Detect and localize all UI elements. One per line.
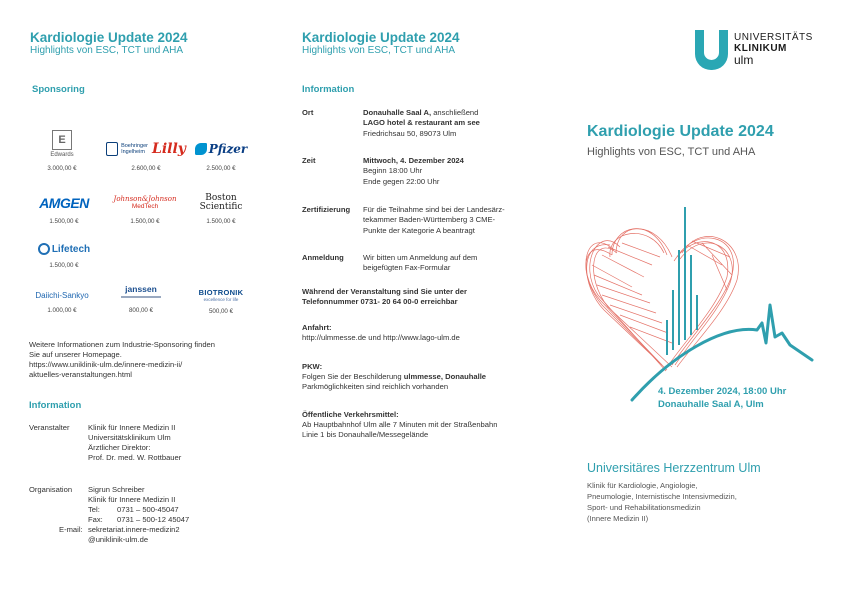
ort-label: Ort (302, 108, 314, 117)
pkw-block (302, 362, 486, 392)
panel1-subtitle: Highlights von ESC, TCT und AHA (30, 45, 184, 56)
veranstalter-line: Ärztlicher Direktor: (88, 443, 151, 453)
center-line: Sport- und Rehabilitationsmedizin (587, 503, 701, 512)
veranstalter-label: Veranstalter (29, 423, 70, 432)
zert-line: tekammer Baden-Württemberg 3 CME- (363, 215, 496, 225)
homepage-url-line2[interactable]: aktuelles-veranstaltungen.html (29, 370, 132, 380)
pkw-line1-bold: ulmmesse, Donauhalle (403, 372, 487, 382)
email-value-line2[interactable]: @uniklinik-ulm.de (88, 535, 149, 545)
veranstalter-row (29, 423, 181, 463)
pkw-label: PKW: (302, 362, 323, 371)
zeit-label: Zeit (302, 156, 316, 165)
sponsor-amount: 1.500,00 € (49, 218, 79, 225)
sponsor-biotronik (186, 286, 256, 315)
boston-scientific-logo (186, 192, 256, 214)
tel-label: Tel: (88, 505, 100, 515)
panel1-info-heading: Information (29, 400, 82, 411)
fax-label: Fax: (88, 515, 103, 525)
email-value-line1[interactable]: sekretariat.innere-medizin2 (88, 525, 180, 535)
zeit-row (302, 156, 464, 187)
panel2-title: Kardiologie Update 2024 (302, 30, 460, 45)
anmeldung-label: Anmeldung (302, 253, 344, 262)
veranstalter-line: Universitätsklinikum Ulm (88, 433, 171, 443)
sponsoring-heading: Sponsoring (32, 84, 85, 95)
during-line1: Während der Veranstaltung sind Sie unter der (302, 287, 467, 296)
anfahrt-block (302, 323, 460, 343)
more-info-line2: Sie auf unserer Homepage. (29, 350, 122, 360)
fax-value: 0731 – 500-12 45047 (117, 515, 190, 525)
boehringer-lilly-logo (104, 137, 188, 161)
university-hospital-logo (695, 30, 813, 70)
organisation-row (29, 485, 189, 545)
jnj-logo (110, 192, 180, 214)
daiichi-name: Daiichi-Sankyo (35, 290, 89, 300)
boston-name-line1: Boston (205, 193, 237, 203)
organisation-label: Organisation (29, 485, 73, 494)
ort-row (302, 108, 480, 139)
homepage-url-line1[interactable]: https://www.uniklinik-ulm.de/innere-medizin-ii/ (29, 360, 183, 370)
veranstalter-line: Prof. Dr. med. W. Rottbauer (88, 453, 182, 463)
boehringer-name-line1: Boehringer (121, 142, 148, 149)
heart-scribble-icon (586, 229, 739, 371)
sponsor-lifetech (29, 240, 99, 269)
organisation-line: Klinik für Innere Medizin II (88, 495, 176, 505)
ort-venue-rest: anschließend (431, 108, 479, 117)
zeit-date: Mittwoch, 4. Dezember 2024 (363, 156, 464, 165)
ecg-bars-icon (667, 207, 697, 355)
pfizer-name: Pfizer (208, 142, 248, 156)
email-label: E-mail: (59, 525, 83, 535)
ort-venue: Donauhalle Saal A, (363, 108, 432, 117)
edwards-mark-icon: E (52, 130, 72, 150)
sponsor-amount: 1.500,00 € (206, 218, 236, 225)
logo-text-line1: UNIVERSITÄTS (734, 32, 813, 44)
center-line: (Innere Medizin II) (587, 514, 649, 523)
zert-line: Für die Teilnahme sind bei der Landesärz- (363, 205, 505, 214)
sponsoring-more-info (29, 340, 269, 380)
lifetech-name: Lifetech (51, 243, 91, 255)
sponsor-amount: 500,00 € (208, 308, 234, 315)
sponsor-amount: 2.500,00 € (206, 165, 236, 172)
lifetech-logo (29, 240, 99, 258)
sponsor-pfizer (186, 137, 256, 172)
panel3-subtitle: Highlights von ESC, TCT und AHA (587, 146, 756, 158)
edwards-logo (27, 127, 97, 161)
event-date: 4. Dezember 2024, 18:00 Uhr (658, 386, 787, 397)
amgen-logo (29, 192, 99, 214)
event-venue: Donauhalle Saal A, Ulm (658, 398, 764, 410)
event-date-venue (658, 386, 786, 412)
logo-u-icon (695, 30, 728, 70)
sponsor-boston-scientific (186, 192, 256, 225)
heart-ecg-illustration (572, 195, 817, 415)
anm-line: beigefügten Fax-Formular (363, 263, 451, 273)
lifetech-mark-icon (38, 243, 50, 255)
sponsor-daiichi (27, 287, 97, 314)
sponsor-janssen (106, 281, 176, 314)
more-info-line1: Weitere Informationen zum Industrie-Sponsoring finden (29, 340, 216, 349)
biotronik-name: BIOTRONIK (198, 288, 244, 297)
during-line2: Telefonnummer 0731- 20 64 00-0 erreichbar (302, 297, 458, 307)
logo-text-line2: KLINIKUM (734, 42, 787, 54)
center-line: Pneumologie, Internistische Intensivmedizin, (587, 492, 737, 501)
anmeldung-row (302, 253, 477, 274)
ort-hotel: LAGO hotel & restaurant am see (363, 118, 480, 128)
boston-name-line2: Scientific (199, 202, 243, 212)
anfahrt-label: Anfahrt: (302, 323, 332, 332)
panel2-subtitle: Highlights von ESC, TCT und AHA (302, 45, 456, 56)
during-event-phone (302, 287, 467, 307)
janssen-underline (121, 296, 161, 298)
panel1-title: Kardiologie Update 2024 (30, 30, 188, 45)
zeit-begin: Beginn 18:00 Uhr (363, 166, 423, 176)
sponsor-amount: 1.500,00 € (49, 262, 79, 269)
daiichi-logo (27, 287, 97, 303)
zert-line: Punkte der Kategorie A beantragt (363, 225, 475, 235)
sponsor-amount: 2.600,00 € (131, 165, 161, 172)
boehringer-mark-icon (106, 142, 118, 156)
ort-address: Friedrichsau 50, 89073 Ulm (363, 128, 457, 138)
sponsor-edwards (27, 127, 97, 172)
lilly-name: Lilly (151, 141, 186, 157)
anfahrt-links[interactable]: http://ulmmesse.de und http://www.lago-ulm.de (302, 333, 460, 343)
tel-value: 0731 – 500-45047 (117, 505, 179, 515)
heart-center-title: Universitäres Herzzentrum Ulm (587, 461, 761, 475)
panel2-info-heading: Information (302, 84, 355, 95)
sponsor-jnj (110, 192, 180, 225)
pfizer-mark-icon (195, 143, 207, 155)
zertifizierung-label: Zertifizierung (302, 205, 351, 214)
sponsor-amount: 1.000,00 € (47, 307, 77, 314)
anm-line: Wir bitten um Anmeldung auf dem (363, 253, 478, 262)
edwards-name: Edwards (50, 152, 74, 158)
oev-line1: Ab Hauptbahnhof Ulm alle 7 Minuten mit der Straßenbahn (302, 420, 498, 430)
organisation-line: Sigrun Schreiber (88, 485, 145, 494)
sponsor-amgen (29, 192, 99, 225)
oev-line2: Linie 1 bis Donauhalle/Messegelände (302, 430, 429, 440)
janssen-logo (106, 281, 176, 301)
logo-text-line3: ulm (734, 53, 754, 68)
amgen-name: AMGEN (39, 195, 89, 211)
jnj-name-line1: Johnson&Johnson (113, 194, 177, 203)
jnj-name-line2: MedTech (131, 202, 159, 210)
pfizer-logo (186, 137, 256, 161)
sponsor-amount: 1.500,00 € (130, 218, 160, 225)
boehringer-name-line2: Ingelheim (121, 149, 145, 155)
pkw-line1-pre: Folgen Sie der Beschilderung (302, 372, 404, 382)
biotronik-logo (186, 286, 256, 304)
biotronik-tagline: excellence for life (203, 297, 239, 302)
sponsor-boehringer-lilly (104, 137, 188, 172)
sponsor-amount: 3.000,00 € (47, 165, 77, 172)
center-line: Klinik für Kardiologie, Angiologie, (587, 481, 698, 490)
zeit-end: Ende gegen 22:00 Uhr (363, 176, 440, 186)
oev-block (302, 410, 497, 440)
sponsor-amount: 800,00 € (128, 307, 154, 314)
veranstalter-line: Klinik für Innere Medizin II (88, 423, 176, 432)
zertifizierung-row (302, 205, 505, 236)
oev-label: Öffentliche Verkehrsmittel: (302, 410, 399, 419)
panel3-title: Kardiologie Update 2024 (587, 123, 774, 140)
janssen-name: janssen (125, 284, 157, 294)
heart-center-details (587, 480, 737, 524)
pkw-line2: Parkmöglichkeiten sind reichlich vorhanden (302, 382, 449, 392)
